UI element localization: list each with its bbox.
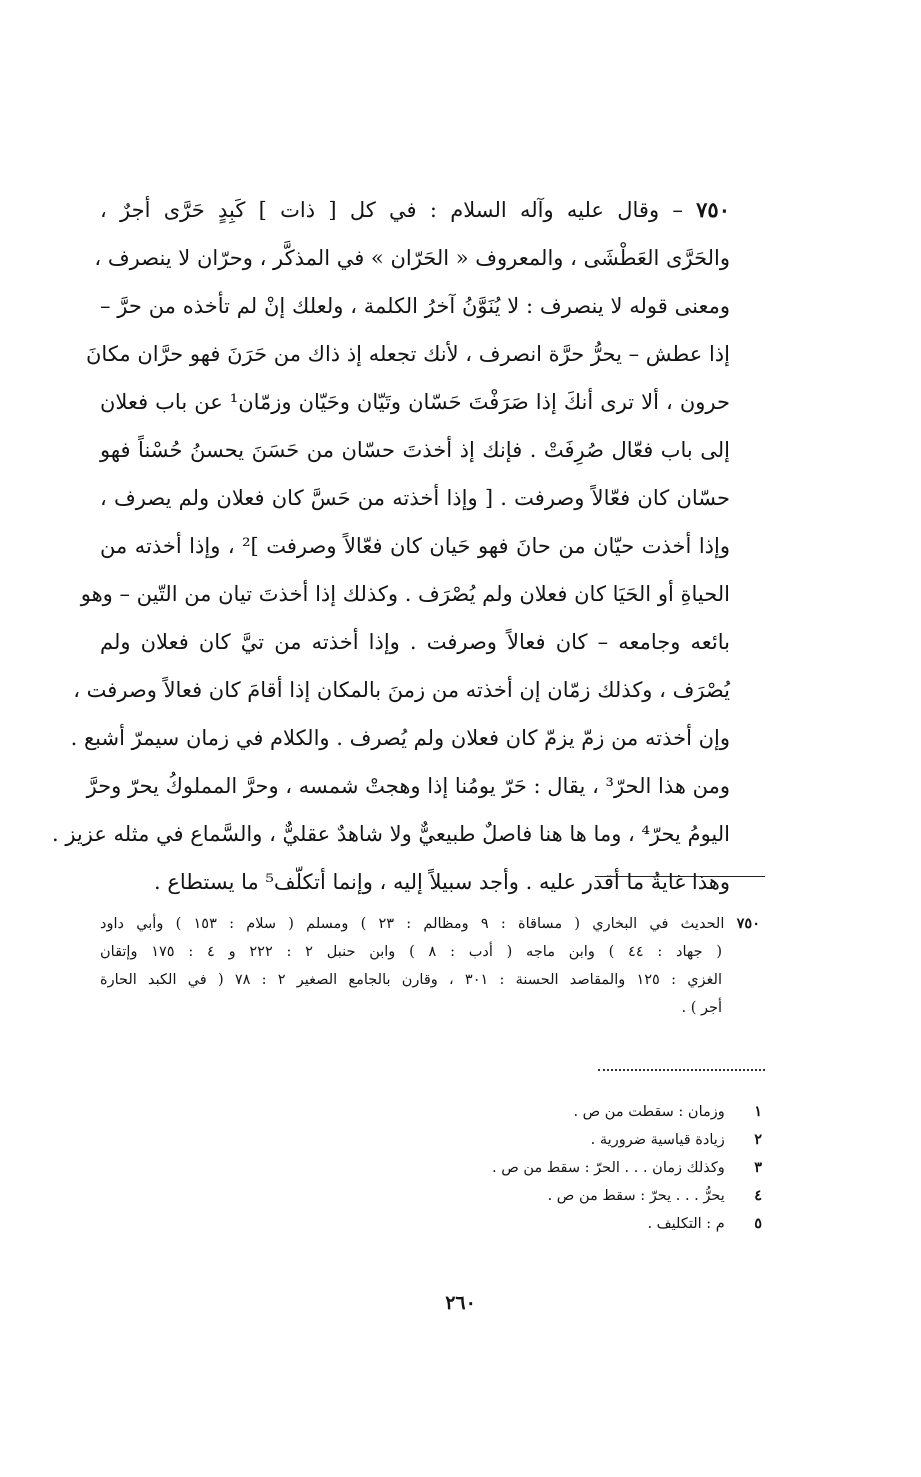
entry-number: ٧٥٠ <box>696 197 730 222</box>
main-line-13: ومن هذا الحرّ³ ، يقال : حَرّ يومُنا إذا وهجتْ شمسه ، وحرَّ المملوكُ يحرّ وحرَّ <box>86 774 730 798</box>
variant-note-number: ٣ <box>754 1159 762 1176</box>
footnote-line-text: الحديث في البخاري ( مساقاة : ٩ ومظالم : ٢٣ ) ومسلم ( سلام : ١٥٣ ) وأبي داود <box>100 916 737 932</box>
variant-note-number: ٢ <box>754 1131 762 1148</box>
footnote-number: ٧٥٠ <box>736 915 760 932</box>
variants-divider <box>598 1069 765 1071</box>
main-line-9: الحياةِ أو الحَيَا كان فعلان ولم يُصْرَف . وكذلك إذا أخذتَ تيان من التّين – وهو <box>80 582 730 606</box>
variant-note-number: ١ <box>754 1103 762 1120</box>
main-line-2: والحَرَّى العَطْشَى ، والمعروف « الحَرّان » في المذكَّر ، وحرّان لا ينصرف ، <box>94 246 730 270</box>
variant-note-text: وزمان : سقطت من ص . <box>573 1104 725 1120</box>
variant-note <box>300 1154 762 1182</box>
main-line-8: وإذا أخذت حيّان من حانَ فهو حَيان كان فعّالاً وصرفت ]² ، وإذا أخذته من <box>100 534 730 558</box>
footnote-line-3: الغزي : ١٢٥ والمقاصد الحسنة : ٣٠١ ، وقارن بالجامع الصغير ٢ : ٧٨ ( في الكبد الحارة <box>100 972 722 988</box>
variant-note <box>300 1182 762 1210</box>
main-line-6: إلى باب فعّال صُرِفَتْ . فإنك إذ أخذتَ حسّان من حَسَنَ يحسنُ حُسْناً فهو <box>100 438 730 462</box>
main-line-text: – وقال عليه وآله السلام : في كل [ ذات ] كَبِدٍ حَرَّى أجرٌ ، <box>100 198 697 222</box>
variant-note-text: م : التكليف . <box>647 1216 725 1232</box>
variant-note <box>300 1098 762 1126</box>
footnote-line-2: ( جهاد : ٤٤ ) وابن ماجه ( أدب : ٨ ) وابن حنبل ٢ : ٢٢٢ و ٤ : ١٧٥ وإتقان <box>100 944 722 960</box>
variant-note <box>300 1126 762 1154</box>
main-line-7: حسّان كان فعّالاً وصرفت . [ وإذا أخذته من حَسَّ كان فعلان ولم يصرف ، <box>100 486 730 510</box>
main-line-10: بائعه وجامعه – كان فعالاً وصرفت . وإذا أخذته من تيَّ كان فعلان ولم <box>100 630 730 654</box>
footnote-divider <box>595 876 765 877</box>
source-footnote <box>100 910 760 1022</box>
variant-note-number: ٥ <box>754 1215 762 1232</box>
main-line-5: حرون ، ألا ترى أنكَ إذا صَرَفْتَ حَسّان وتَيّان وحَيّان وزمّان¹ عن باب فعلان <box>100 390 730 414</box>
footnote-line-4: أجر ) . <box>681 1000 722 1016</box>
variant-note-text: يحرُّ . . . يحرّ : سقط من ص . <box>547 1188 725 1204</box>
variant-note-text: وكذلك زمان . . . الحرّ : سقط من ص . <box>491 1160 725 1176</box>
footnote-line-1 <box>100 910 760 938</box>
variant-note-number: ٤ <box>754 1187 762 1204</box>
page-number: ٢٦٠ <box>445 1292 476 1314</box>
variant-note-text: زيادة قياسية ضرورية . <box>590 1132 725 1148</box>
main-line-1 <box>100 186 730 234</box>
variant-notes <box>300 1098 762 1238</box>
main-line-11: يُصْرَف ، وكذلك زمّان إن أخذته من زمنَ بالمكان إذا أقامَ كان فعالاً وصرفت ، <box>73 678 730 702</box>
main-line-3: ومعنى قوله لا ينصرف : لا يُنَوَّنُ آخرُ الكلمة ، ولعلك إنْ لم تأخذه من حرَّ – <box>100 294 730 318</box>
main-text <box>51 186 730 906</box>
main-line-15: وهذا غايةُ ما أقدر عليه . وأجد سبيلاً إليه ، وإنما أتكلّف⁵ ما يستطاع . <box>154 870 730 894</box>
main-line-12: وإن أخذته من زمّ يزمّ كان فعلان ولم يُصرف . والكلام في زمان سيمرّ أشبع . <box>70 726 730 750</box>
main-line-14: اليومُ يحرّ⁴ ، وما ها هنا فاصلٌ طبيعيٌّ ولا شاهدٌ عقليٌّ ، والسَّماع في مثله عزيز . <box>51 822 730 846</box>
variant-note <box>300 1210 762 1238</box>
main-line-4: إذا عطش – يحرُّ حرَّة انصرف ، لأنك تجعله إذ ذاك من حَرَنَ فهو حرَّان مكانَ <box>86 342 730 366</box>
